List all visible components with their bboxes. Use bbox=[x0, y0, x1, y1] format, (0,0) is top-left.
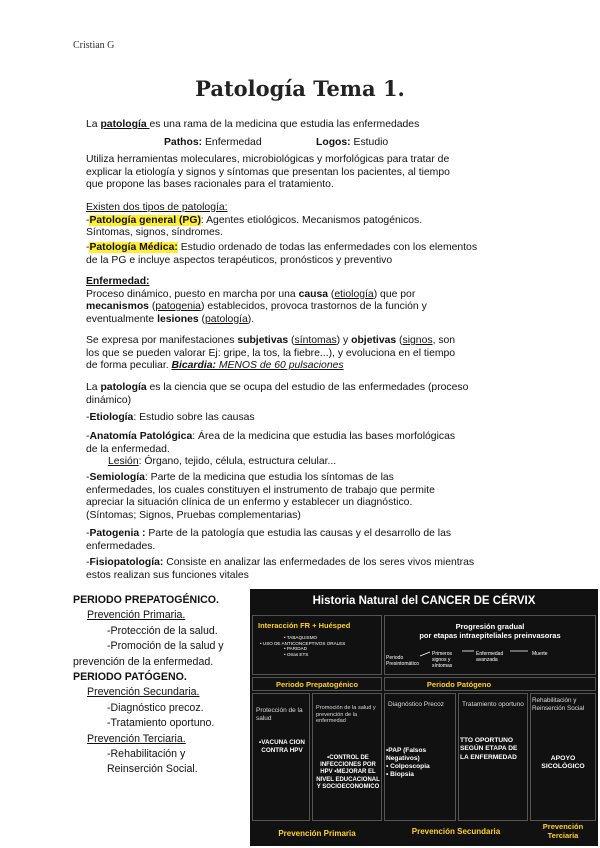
vacuna-text: •VACUNA CION CONTRA HPV bbox=[259, 739, 305, 754]
def-anatomia: -Anatomía Patológica: Área de la medicina que estudia las bases morfológicas de la enfermedad. Lesión: Órgano, tejido, célula, estructura celular... bbox=[86, 431, 456, 468]
def-etiologia: -Etiología: Estudio sobre las causas bbox=[86, 412, 255, 423]
pat-header: Periodo Patógeno bbox=[426, 680, 492, 689]
types-heading: Existen dos tipos de patología: bbox=[86, 202, 228, 213]
apoyo-text: APOYO SICOLÓGICO bbox=[541, 755, 585, 770]
progresion-title: Progresión gradual por etapas intraepiteliales preinvasoras bbox=[419, 622, 561, 640]
prepat-header: Periodo Prepatogénico bbox=[275, 680, 359, 689]
enfermedad-heading: Enfermedad: bbox=[86, 276, 150, 287]
logos-line: Logos: Estudio bbox=[316, 137, 389, 148]
bicardia-label: Bicardia: bbox=[171, 360, 216, 372]
ciencia-paragraph: La patología es la ciencia que se ocupa del estudio de las enfermedades (proceso dinámico) bbox=[86, 382, 469, 406]
risk-factors: • TABAQUISMO • USO DE ANTICONCEPTIVOS ORALES • PARIDAD • Otras ETS bbox=[260, 635, 346, 657]
patogeno-heading: PERIODO PATÓGENO. bbox=[73, 671, 187, 684]
pathos-line: Pathos: Enfermedad bbox=[164, 137, 262, 148]
control-text: •CONTROL DE INFECCIONES POR HPV •MEJORAR EL NIVEL EDUCACIONAL Y SOCIOECONOMICO bbox=[316, 755, 380, 790]
footer-terciaria: Prevención Terciaria bbox=[542, 822, 584, 840]
prepatogenico-heading: PERIODO PREPATOGÉNICO. bbox=[73, 594, 219, 606]
diagnostico-label: Diagnóstico Precoz bbox=[388, 701, 444, 708]
periodos-list: PERIODO PREPATOGÉNICO. Prevención Primaria. -Protección de la salud. -Promoción de la salud y prevención de la enfermedad. PERIODO PATÓGENO. Prevención Secundaria. -Diagnóstico precoz. -Tratamiento oportuno. Prevención Terciaria. -Rehabilitación y Reinserción Social. bbox=[73, 593, 249, 778]
medica-section: -Patología Médica: Estudio ordenado de todas las enfermedades con los elementos de la PG e incluye aspectos terapéuticos, pronósticos y preventivo bbox=[86, 242, 478, 266]
def-patogenia: -Patogenia : Parte de la patología que estudia las causas y el desarrollo de las enfermedades. bbox=[86, 528, 452, 552]
def-fisiopatologia: -Fisiopatología: Consiste en analizar las enfermedades de los seres vivos mientras estos realizan sus funciones vitales bbox=[86, 557, 475, 581]
pm-label: Patología Médica: bbox=[89, 242, 178, 253]
rehab-label: Rehabilitación y Reinserción Social bbox=[532, 697, 585, 712]
intro-line: La patología es una rama de la medicina que estudia las enfermedades bbox=[86, 119, 420, 130]
footer-primaria: Prevención Primaria bbox=[278, 829, 356, 838]
def-semiologia: -Semiología: Parte de la medicina que estudia los síntomas de las enfermedades, los cuales constituyen el instrumento de trabajo que permite apreciar la situación clínica de un enfermo y establecer un diagnóstico. (Síntomas; Signos, Pruebas complementarias) bbox=[86, 472, 435, 521]
term-patologia: patología bbox=[100, 119, 150, 130]
tratamiento-label: Tratamiento oportuno bbox=[462, 701, 524, 708]
author-name: Cristian G bbox=[73, 40, 115, 51]
pap-text: •PAP (Falsos Negativos) • Colposcopia • Biopsia bbox=[386, 747, 430, 778]
progresion-arrows bbox=[384, 647, 596, 667]
tools-paragraph: Utiliza herramientas moleculares, microbiológicas y morfológicas para tratar de explicar la etiología y signos y síntomas que presentan los pacientes, al tiempo que propone las bases racionales para el tratamiento. bbox=[86, 154, 450, 191]
tto-text: TTO OPORTUNO SEGÚN ETAPA DE LA ENFERMEDAD bbox=[460, 737, 518, 761]
promocion-label: Promoción de la salud y prevención de la enfermedad bbox=[316, 705, 376, 725]
page-title: Patología Tema 1. bbox=[195, 76, 405, 101]
types-section: Existen dos tipos de patología: -Patología general (PG): Agentes etiológicos. Mecanismos patogénicos. Síntomas, signos, síndromes. bbox=[86, 202, 506, 240]
cancer-cervix-infographic: Historia Natural del CANCER DE CÉRVIX Interacción FR + Huésped • TABAQUISMO • USO DE ANTICONCEPTIVOS ORALES • PARIDAD • Otras ETS Progresión gradual por etapas intraepiteliales preinvasoras Periodo Presintomático Primeros signos y síntomas Enfermedad avanzada Muerte Periodo Prepatogénico Periodo Patógeno Protección de la salud Promoción de la salud y prevención de la enfermedad Diagnóstico Precoz Tratamiento oportuno Rehabilitación y Reinserción Social •VACUNA CION CONTRA HPV •CONTROL DE INFECCIONES POR HPV •MEJORAR EL NIVEL EDUCACIONAL Y SOCIOECONOMICO •PAP (Falsos Negativos) • Colposcopia • Biopsia TTO OPORTUNO SEGÚN ETAPA DE LA ENFERMEDAD APOYO SICOLÓGICO Prevención Primaria Prevención Secundaria Prevención Terciaria bbox=[250, 589, 598, 846]
enfermedad-section: Enfermedad: Proceso dinámico, puesto en marcha por una causa (etiología) que por mecanismos (patogenia) establecidos, provoca trastornos de la función y eventualmente lesiones (patología). bbox=[86, 276, 506, 326]
proteccion-label: Protección de la salud bbox=[256, 707, 303, 722]
interaccion-title: Interacción FR + Huésped bbox=[258, 621, 351, 630]
pg-label: Patología general (PG) bbox=[89, 214, 201, 226]
manifestaciones-paragraph: Se expresa por manifestaciones subjetivas (síntomas) y objetivas (signos, son los que se pueden valorar Ej: gripe, la tos, la fiebre...), y evoluciona en el tiempo de forma peculiar. Bicardia: MENOS de 60 pulsaciones bbox=[86, 335, 456, 372]
footer-secundaria: Prevención Secundaria bbox=[411, 827, 501, 836]
infographic-title: Historia Natural del CANCER DE CÉRVIX bbox=[312, 595, 536, 607]
